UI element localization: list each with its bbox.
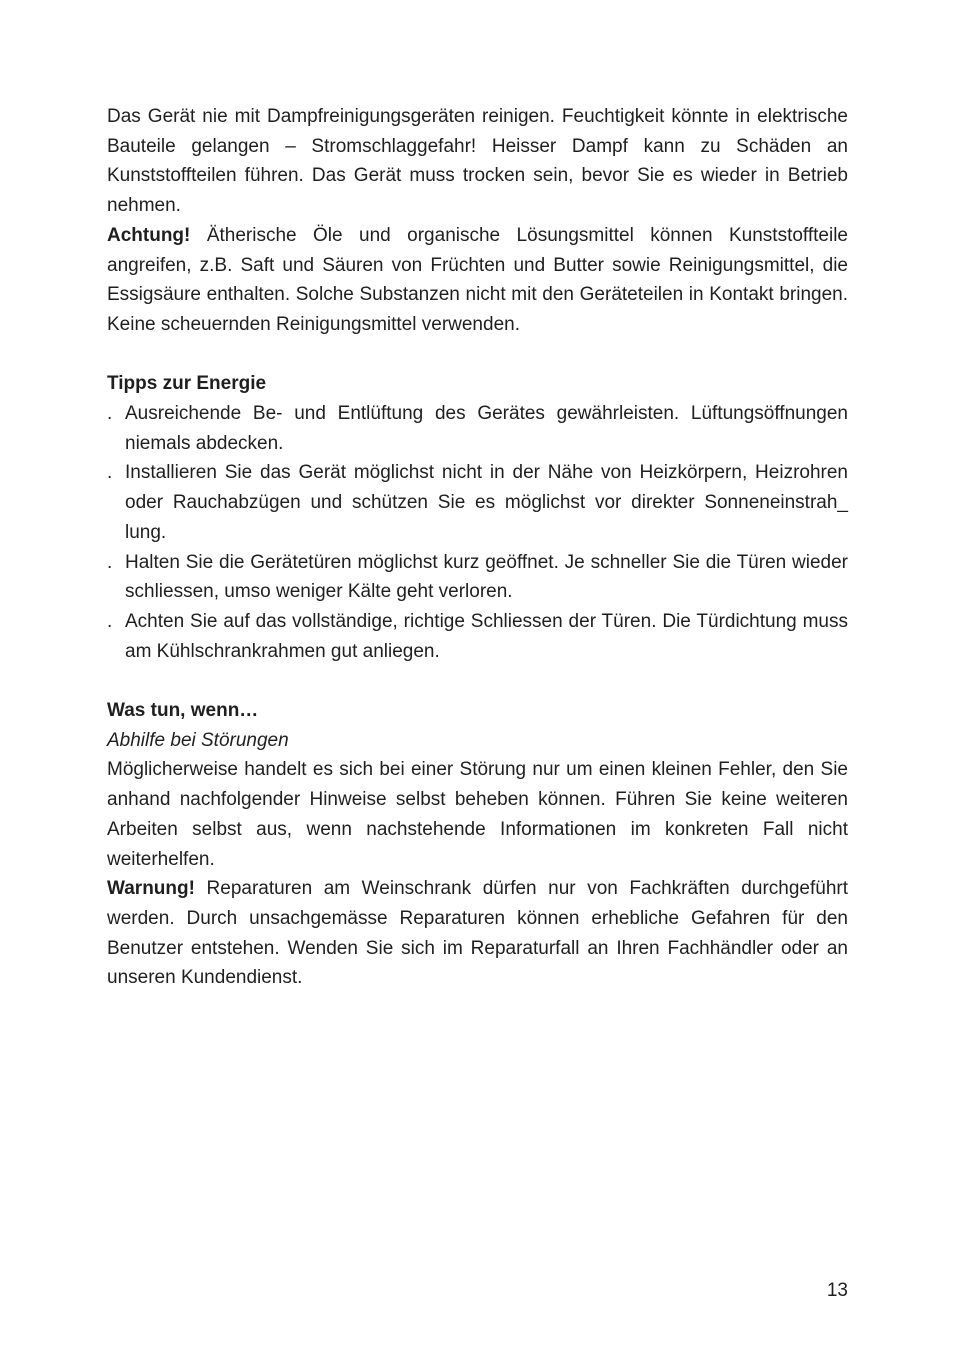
cleaning-warning-text: Ätherische Öle und organische Lösungsmittel können Kunststoffteile angreifen, z.B. Saft und Säuren von Früchten und Butter sowie Reinigungsmittel, die Essigsäure enthalten. Solche Substanzen nicht mit den Geräteteilen in Kontakt bringen. Keine scheuernden Reinigungsmittel verwenden. [107,224,848,335]
bullet-marker: . [107,462,113,484]
energy-tips-section [107,369,848,666]
document-page [107,102,848,993]
tip-text: Ausreichende Be- und Entlüftung des Gerätes gewährleisten. Lüftungsöffnungen niemals abdecken. [125,403,848,454]
bullet-marker: . [107,403,113,425]
page-number: 13 [826,1280,848,1301]
cleaning-warning-paragraph [107,221,848,340]
section-spacer [107,340,848,370]
warning-label-warnung: Warnung! [107,878,195,900]
tip-text: Installieren Sie das Gerät möglichst nicht in der Nähe von Heizkörpern, Heizrohren oder Rauchabzügen und schützen Sie es möglichst vor direkter Sonneneinstrah_ lung. [125,462,848,543]
troubleshooting-heading: Was tun, wenn… [107,700,259,722]
warning-label-achtung: Achtung! [107,224,191,246]
section-spacer [107,666,848,696]
list-item [107,458,848,547]
troubleshooting-paragraph: Möglicherweise handelt es sich bei einer Störung nur um einen kleinen Fehler, den Sie anhand nachfolgender Hinweise selbst beheben können. Führen Sie keine weiteren Arbeiten selbst aus, wenn nachstehende Informationen im konkreten Fall nicht weiterhelfen. [107,759,848,870]
bullet-marker: . [107,551,113,573]
troubleshooting-subheading: Abhilfe bei Störungen [107,729,289,751]
list-item [107,548,848,607]
cleaning-paragraph: Das Gerät nie mit Dampfreinigungsgeräten reinigen. Feuchtigkeit könnte in elektrische Bauteile gelangen – Stromschlaggefahr! Heisser Dampf kann zu Schäden an Kunststoffteilen führen. Das Gerät muss trocken sein, bevor Sie es wieder in Betrieb nehmen. [107,106,848,217]
energy-tips-list [107,399,848,666]
list-item [107,607,848,666]
cleaning-section [107,102,848,340]
troubleshooting-warning-text: Reparaturen am Weinschrank dürfen nur von Fachkräften durchgeführt werden. Durch unsachgemässe Reparaturen können erhebliche Gefahren für den Benutzer entstehen. Wenden Sie sich im Reparaturfall an Ihren Fachhändler oder an unseren Kundendienst. [107,878,848,989]
troubleshooting-warning-paragraph [107,874,848,993]
energy-tips-heading: Tipps zur Energie [107,373,267,395]
tip-text: Halten Sie die Gerätetüren möglichst kurz geöffnet. Je schneller Sie die Türen wieder schliessen, umso weniger Kälte geht verloren. [125,551,848,603]
tip-text: Achten Sie auf das vollständige, richtige Schliessen der Türen. Die Türdichtung muss am Kühlschrankrahmen gut anliegen. [125,610,848,662]
bullet-marker: . [107,610,113,632]
troubleshooting-section [107,696,848,993]
list-item [107,399,848,458]
